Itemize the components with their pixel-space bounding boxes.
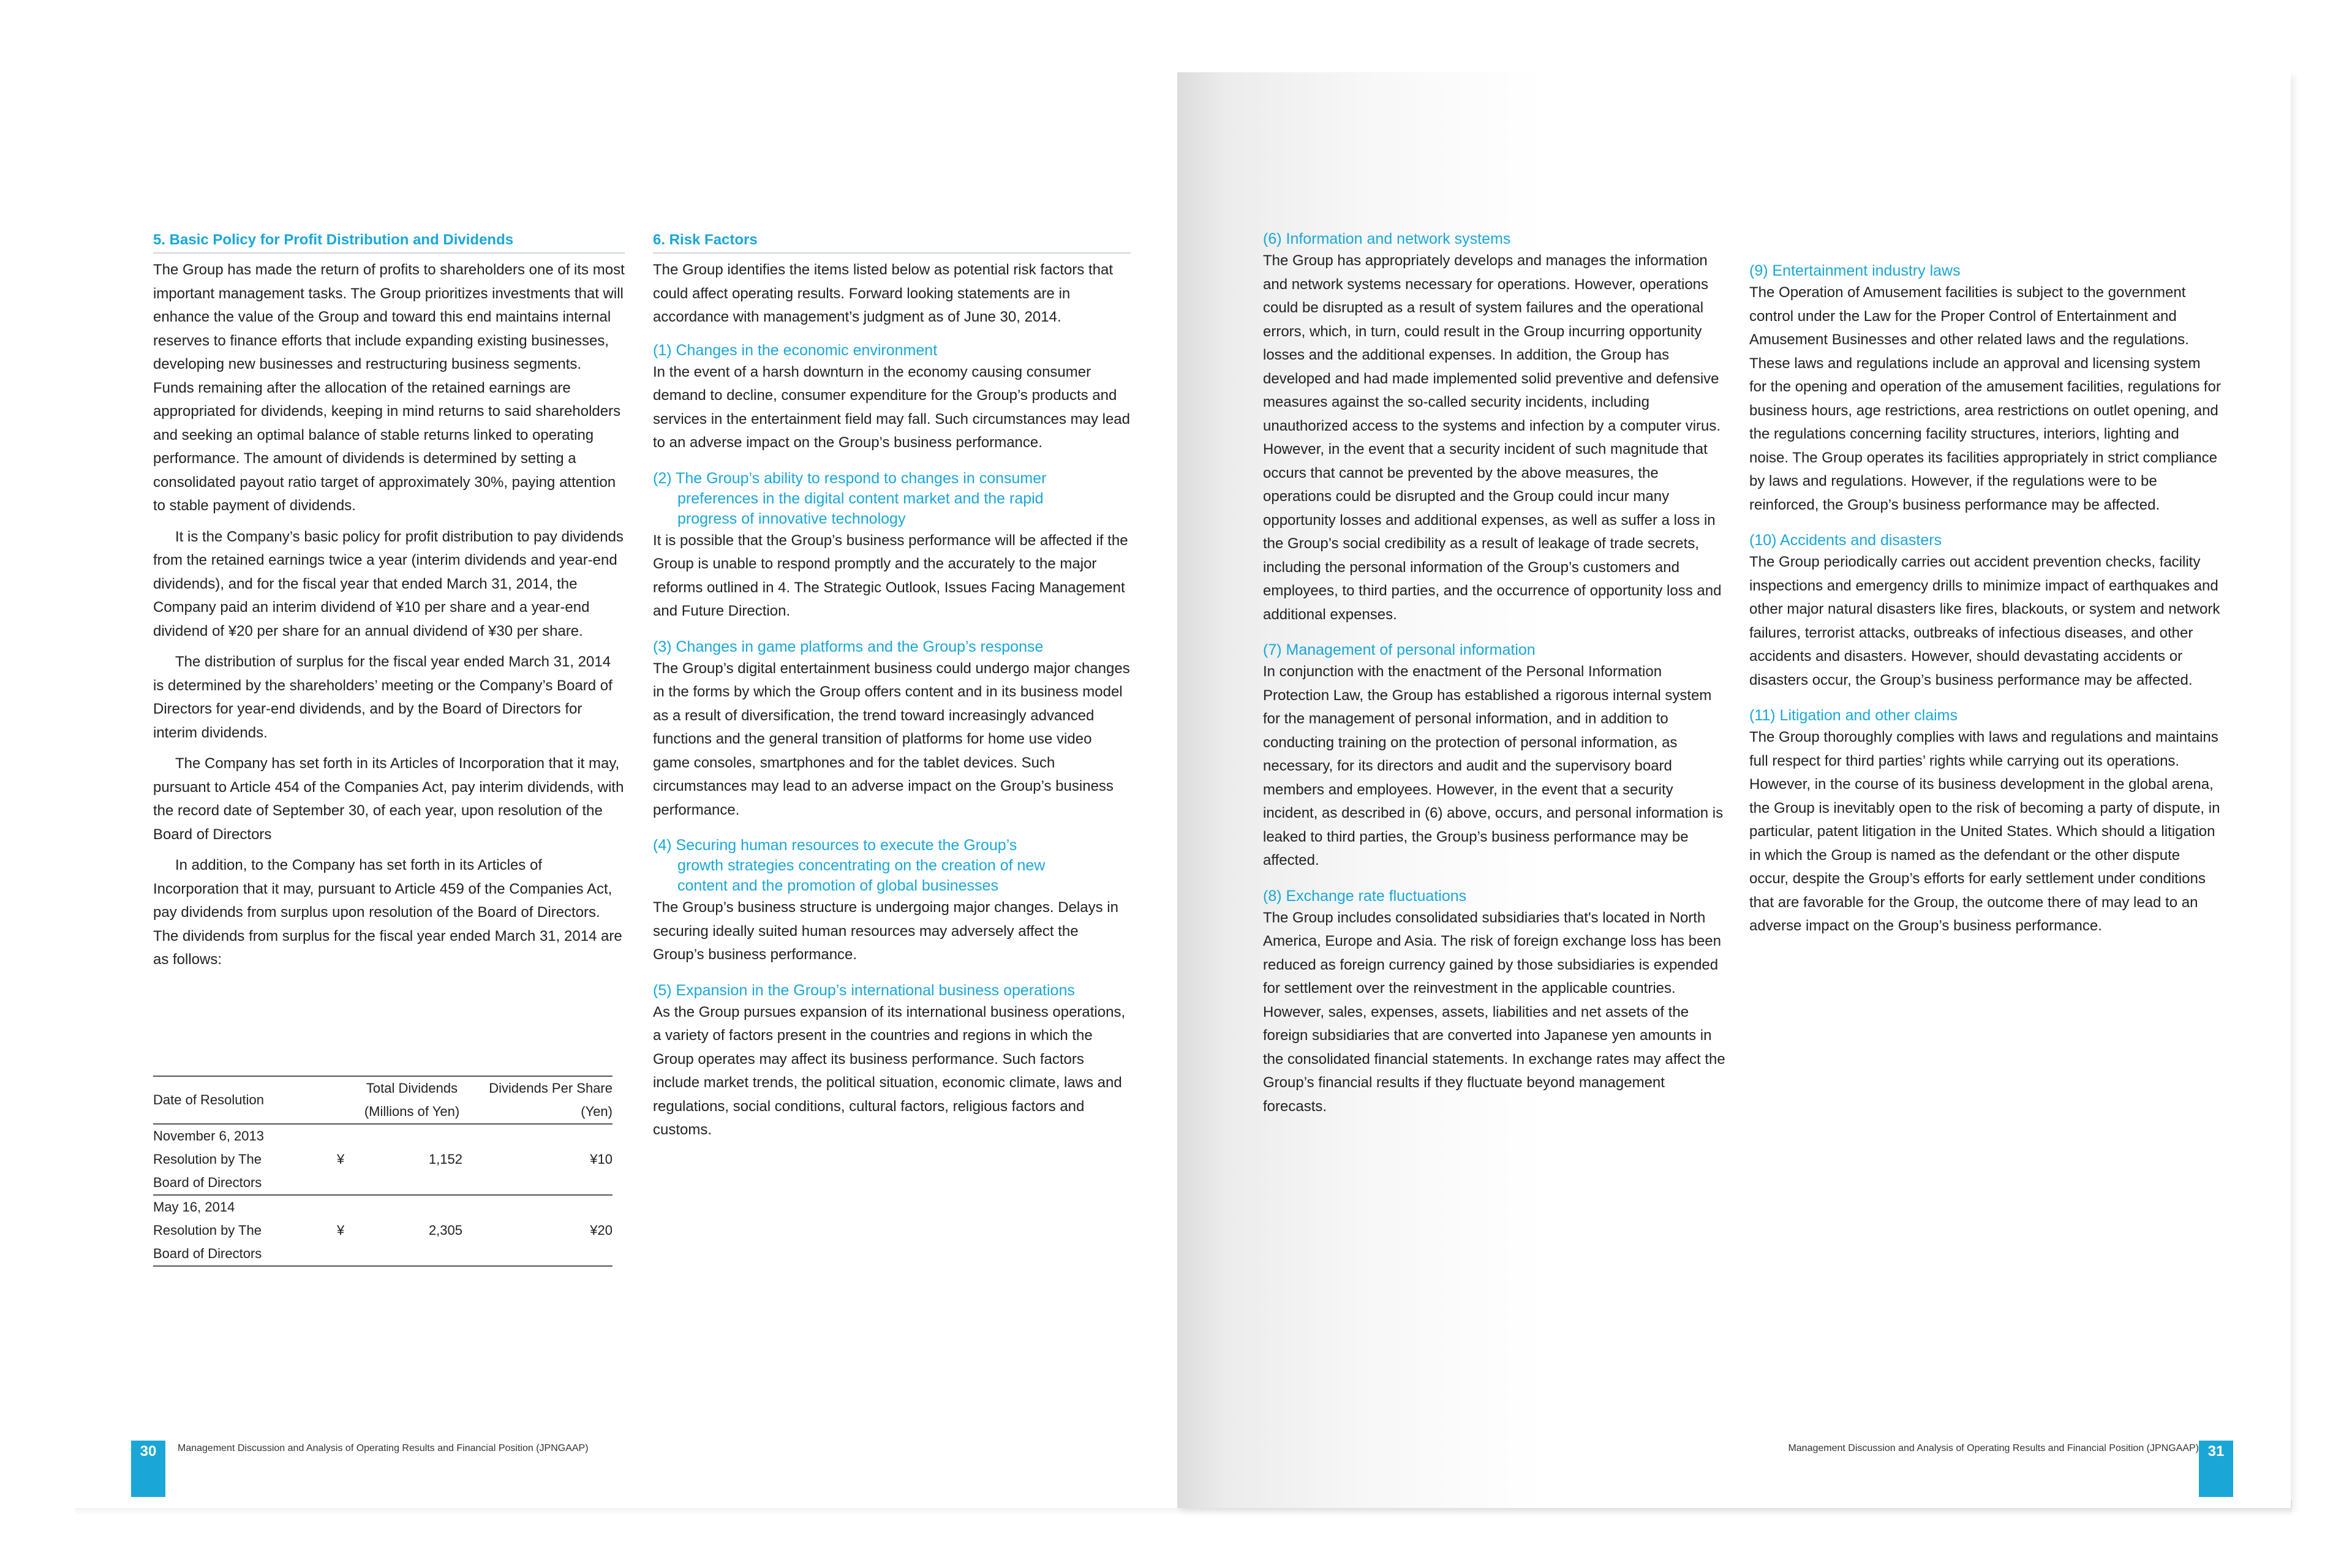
risk-heading: (9) Entertainment industry laws [1749,262,1961,279]
header-date: Date of Resolution [153,1092,264,1107]
section5-paragraph: In addition, to the Company has set forth in its Articles of Incorporation that it may, pursuant to Article 459 of the Companies Act, pay dividends from surplus upon resolution of the Board of Directors. The dividends from surplus for the fiscal year ended March 31, 2014 are as follows: [153,857,622,968]
table-row [153,1124,612,1195]
risk-body: As the Group pursues expansion of its international business operations, a variety of factors present in the countries and regions in which the Group operates may affect its business performance. Such factors include market trends, the political situation, economic climate, laws and regulations, social conditions, cultural factors, religious factors and customs. [653,1003,1126,1138]
section5-column [153,229,625,972]
page-number-badge: 31 [2199,1441,2233,1497]
yen-symbol: ¥ [337,1152,345,1167]
resolution-date-cell: November 6, 2013 Resolution by The Board of Directors [153,1128,264,1190]
risk-body: The Operation of Amusement facilities is subject to the government control under the Law for the Proper Control of Entertainment and Amusement Businesses and other related laws and the regulations. These laws and regulations include an approval and licensing system for the opening and operation of the amusement facilities, regulations for business hours, age restrictions, area restrictions on outlet opening, and the regulations concerning facility structures, interiors, lighting and noise. The Group operates its facilities appropriately in strict compliance by laws and regulations. However, if the regulations were to be reinforced, the Group’s business performance may be affected. [1749,284,2221,513]
page-number-badge: 30 [131,1441,165,1497]
risk-body: The Group’s digital entertainment business could undergo major changes in the forms by which the Group offers content and in its business model as a result of diversification, the trend toward increasingly advanced functions and the general transition of platforms for home use video game consoles, smartphones and for the tablet devices. Such circumstances may lead to an adverse impact on the Group’s business performance. [653,660,1130,818]
section5-paragraph: The Group has made the return of profits to shareholders one of its most important management tasks. The Group prioritizes investments that will enhance the value of the Group and toward this end maintains internal reserves to finance efforts that include expanding existing businesses, developing new businesses and restructuring business segments. Funds remaining after the allocation of the retained earnings are appropriated for dividends, keeping in mind returns to said shareholders and seeking an optimal balance of stable returns linked to operating performance. The amount of dividends is determined by setting a consolidated payout ratio target of approximately 30%, paying attention to stable payment of dividends. [153,262,625,514]
section5-paragraph: The Company has set forth in its Articles of Incorporation that it may, pursuant to Article 454 of the Companies Act, pay interim dividends, with the record date of September 30, of each year, upon resolution of the Board of Directors [153,755,624,843]
risk-body: The Group’s business structure is undergoing major changes. Delays in securing ideally suited human resources may adversely affect the Group’s business performance. [653,899,1118,963]
section6-column [653,229,1131,1142]
table-header-row [153,1076,612,1124]
section5-title: 5. Basic Policy for Profit Distribution and Dividends [153,229,625,254]
risk-heading: (10) Accidents and disasters [1749,532,1942,549]
risk-column-3 [1263,229,1728,1118]
section6-title: 6. Risk Factors [653,229,1131,254]
dividend-table [153,1076,612,1267]
risk-heading: (7) Management of personal information [1263,641,1536,658]
total-dividends-cell: 2,305 [428,1223,462,1238]
section5-paragraph: The distribution of surplus for the fiscal year ended March 31, 2014 is determined by the shareholders’ meeting or the Company’s Board of Directors for year-end dividends, and by the Board of Directors for interim dividends. [153,654,612,741]
footer-text: Management Discussion and Analysis of Operating Results and Financial Position (JPNGAAP) [178,1443,589,1453]
risk-heading: (6) Information and network systems [1263,230,1511,247]
footer-text: Management Discussion and Analysis of Operating Results and Financial Position (JPNGAAP) [1788,1443,2199,1453]
header-per-share: Dividends Per Share (Yen) [489,1080,612,1119]
risk-body: The Group periodically carries out accident prevention checks, facility inspections and emergency drills to minimize impact of earthquakes and other major natural disasters like fires, blackouts, or system and network failures, terrorist attacks, outbreaks of infectious diseases, and other accidents and disasters. However, should devastating accidents or disasters occur, the Group’s business performance may be affected. [1749,554,2220,688]
total-dividends-cell: 1,152 [428,1152,462,1167]
risk-body: The Group includes consolidated subsidiaries that's located in North America, Europe and Asia. The risk of foreign exchange loss has been reduced as foreign currency gained by those subsidiaries is expended for settlement over the reinvestment in the applicable countries. However, sales, expenses, assets, liabilities and net assets of the foreign subsidiaries that are converted into Japanese yen amounts in the consolidated financial statements. In exchange rates may affect the Group’s financial results if they fluctuate beyond management forecasts. [1263,909,1725,1115]
risk-body: It is possible that the Group’s business performance will be affected if the Group is unable to respond promptly and the accurately to the major reforms outlined in 4. The Strategic Outlook, Issues Facing Management and Future Direction. [653,532,1128,619]
risk-heading: (5) Expansion in the Group’s international business operations [653,981,1075,999]
risk-body: In conjunction with the enactment of the Personal Information Protection Law, the Group has established a rigorous internal system for the management of personal information, and in addition to conducting training on the protection of personal information, as necessary, for its directors and audit and the supervisory board members and employees. However, in the event that a security incident, as described in (6) above, occurs, and personal information is leaked to third parties, the Group’s business performance may be affected. [1263,663,1724,869]
risk-body: The Group has appropriately develops and manages the information and network systems necessary for operations. However, operations could be disrupted as a result of system failures and the operational errors, which, in turn, could result in the Group incurring opportunity losses and the additional expenses. In addition, the Group has developed and had made implemented solid preventive and defensive measures against the so-called security incidents, including unauthorized access to the systems and infection by a computer virus. However, in the event that a security incident of such magnitude that occurs that cannot be prevented by the above measures, the operations could be disrupted and the Group could incur many opportunity losses and additional expenses, as well as suffer a loss in the Group’s social credibility as a result of leakage of trade secrets, including the personal information of the Group’s customers and employees, to third parties, and the occurrence of opportunity loss and additional expenses. [1263,252,1722,623]
yen-symbol: ¥ [337,1223,345,1238]
section5-paragraph: It is the Company’s basic policy for profit distribution to pay dividends from the retained earnings twice a year (interim dividends and year-end dividends), and for the fiscal year that ended March 31, 2014, the Company paid an interim dividend of ¥10 per share and a year-end dividend of ¥20 per share for an annual dividend of ¥30 per share. [153,528,624,639]
per-share-cell: ¥10 [590,1152,612,1167]
table-row [153,1195,612,1266]
risk-heading: (3) Changes in game platforms and the Group’s response [653,638,1044,655]
per-share-cell: ¥20 [590,1223,612,1238]
risk-heading: (1) Changes in the economic environment [653,341,938,359]
risk-column-4 [1749,261,2221,938]
risk-heading: (8) Exchange rate fluctuations [1263,887,1467,905]
risk-heading: (4) Securing human resources to execute the Group’s growth strategies concentrating on the creation of new content and the promotion of global businesses [653,837,1046,894]
resolution-date-cell: May 16, 2014 Resolution by The Board of Directors [153,1199,262,1261]
risk-heading: (11) Litigation and other claims [1749,707,1958,724]
risk-heading: (2) The Group’s ability to respond to changes in consumer preferences in the digital content market and the rapid progress of innovative technology [653,469,1047,527]
header-total-dividends: Total Dividends (Millions of Yen) [364,1080,460,1119]
risk-body: The Group thoroughly complies with laws and regulations and maintains full respect for third parties’ rights while carrying out its operations. However, in the course of its business development in the global arena, the Group is inevitably open to the risk of becoming a party of dispute, in particular, patent litigation in the United States. Which should a litigation in which the Group is named as the defendant or the other dispute occur, despite the Group’s efforts for early settlement under conditions that are favorable for the Group, the outcome there of may lead to an adverse impact on the Group’s business performance. [1749,729,2220,934]
section6-intro: The Group identifies the items listed below as potential risk factors that could affect operating results. Forward looking statements are in accordance with management’s judgment as of June 30, 2014. [653,262,1114,325]
risk-body: In the event of a harsh downturn in the economy causing consumer demand to decline, consumer expenditure for the Group’s products and services in the entertainment field may fall. Such circumstances may lead to an adverse impact on the Group’s business performance. [653,363,1131,451]
